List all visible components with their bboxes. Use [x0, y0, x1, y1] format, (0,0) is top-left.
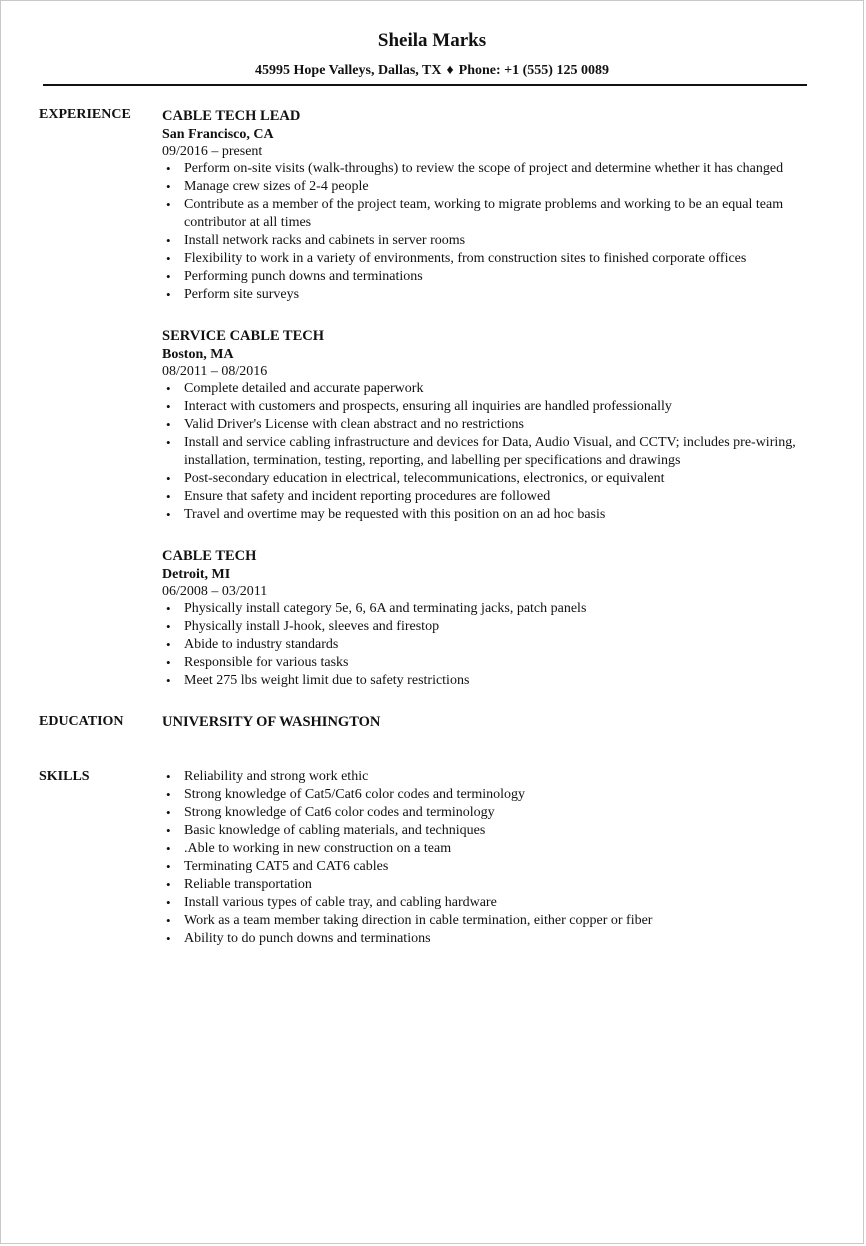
bullet-icon: •: [166, 769, 171, 784]
list-item: [162, 876, 823, 894]
bullet-icon: •: [166, 435, 171, 450]
bullet-icon: •: [166, 655, 171, 670]
list-item: [162, 930, 823, 948]
contact-line: [1, 62, 863, 80]
job-bullets: [162, 380, 823, 524]
list-item: [162, 196, 823, 232]
bullet-icon: •: [166, 619, 171, 634]
list-item: [162, 786, 823, 804]
bullet-text: Complete detailed and accurate paperwork: [184, 381, 424, 396]
list-item: [162, 600, 823, 618]
list-item: [162, 232, 823, 250]
bullet-text: Travel and overtime may be requested with this position on an ad hoc basis: [184, 507, 606, 522]
bullet-icon: •: [166, 197, 171, 212]
education-section: [39, 712, 863, 732]
bullet-icon: •: [166, 805, 171, 820]
list-item: [162, 636, 823, 654]
section-title-skills: SKILLS: [39, 769, 90, 784]
bullet-icon: •: [166, 417, 171, 432]
job-dates: 09/2016 – present: [162, 144, 263, 159]
job-entry: [162, 546, 823, 690]
list-item: [162, 894, 823, 912]
skills-body: [162, 768, 863, 948]
job-title: CABLE TECH: [162, 548, 257, 564]
list-item: [162, 506, 823, 524]
bullet-icon: •: [166, 381, 171, 396]
bullet-icon: •: [166, 399, 171, 414]
list-item: [162, 912, 823, 930]
bullet-icon: •: [166, 841, 171, 856]
experience-body: [162, 106, 863, 690]
list-item: [162, 654, 823, 672]
education-body: [162, 712, 863, 732]
bullet-text: Perform site surveys: [184, 287, 300, 302]
section-title-education: EDUCATION: [39, 714, 124, 729]
job-location: San Francisco, CA: [162, 127, 274, 142]
job-bullets: [162, 600, 823, 690]
bullet-icon: •: [166, 877, 171, 892]
job-location: Detroit, MI: [162, 567, 231, 582]
list-item: [162, 840, 823, 858]
experience-section: [39, 106, 863, 690]
phone: Phone: +1 (555) 125 0089: [458, 63, 609, 78]
bullet-text: Perform on-site visits (walk-throughs) to review the scope of project and determine whether it has changed: [184, 161, 784, 176]
bullet-text: Ensure that safety and incident reporting procedures are followed: [184, 489, 551, 504]
bullet-icon: •: [166, 489, 171, 504]
address: 45995 Hope Valleys, Dallas, TX: [255, 63, 442, 78]
bullet-text: Physically install J-hook, sleeves and firestop: [184, 619, 440, 634]
bullet-text: Performing punch downs and terminations: [184, 269, 423, 284]
bullet-icon: •: [166, 233, 171, 248]
list-item: [162, 416, 823, 434]
skill-text: Reliable transportation: [184, 877, 312, 892]
job-dates: 06/2008 – 03/2011: [162, 584, 268, 599]
bullet-icon: •: [166, 161, 171, 176]
header-divider: [43, 84, 807, 86]
bullet-icon: •: [166, 787, 171, 802]
bullet-icon: •: [166, 895, 171, 910]
list-item: [162, 268, 823, 286]
bullet-icon: •: [166, 913, 171, 928]
bullet-icon: •: [166, 251, 171, 266]
skill-text: Ability to do punch downs and terminations: [184, 931, 431, 946]
job-entry: [162, 326, 823, 524]
bullet-text: Interact with customers and prospects, ensuring all inquiries are handled professionally: [184, 399, 672, 414]
job-entry: [162, 106, 823, 304]
bullet-text: Post-secondary education in electrical, telecommunications, electronics, or equivalent: [184, 471, 665, 486]
skills-list: [162, 768, 823, 948]
list-item: [162, 672, 823, 690]
skill-text: Work as a team member taking direction in cable termination, either copper or fiber: [184, 913, 653, 928]
bullet-icon: •: [166, 471, 171, 486]
bullet-text: Contribute as a member of the project team, working to migrate problems and working to be an equal team contributor at all times: [184, 197, 784, 230]
skills-section: [39, 768, 863, 948]
job-title: CABLE TECH LEAD: [162, 108, 301, 124]
bullet-text: Valid Driver's License with clean abstract and no restrictions: [184, 417, 524, 432]
candidate-name: Sheila Marks: [377, 30, 487, 51]
bullet-icon: •: [166, 287, 171, 302]
job-bullets: [162, 160, 823, 304]
bullet-icon: •: [166, 637, 171, 652]
bullet-text: Physically install category 5e, 6, 6A and terminating jacks, patch panels: [184, 601, 587, 616]
bullet-icon: •: [166, 179, 171, 194]
bullet-text: Responsible for various tasks: [184, 655, 349, 670]
list-item: [162, 398, 823, 416]
bullet-icon: •: [166, 601, 171, 616]
bullet-text: Install and service cabling infrastructure and devices for Data, Audio Visual, and CCTV; includes pre-wiring, installation, termination, testing, reporting, and labelling per specifications and drawings: [184, 435, 796, 468]
list-item: [162, 380, 823, 398]
bullet-icon: •: [166, 823, 171, 838]
bullet-text: Manage crew sizes of 2-4 people: [184, 179, 369, 194]
list-item: [162, 286, 823, 304]
skill-text: Reliability and strong work ethic: [184, 769, 369, 784]
job-title: SERVICE CABLE TECH: [162, 328, 324, 344]
list-item: [162, 434, 823, 470]
school-name: UNIVERSITY OF WASHINGTON: [162, 714, 381, 730]
diamond-separator-icon: ♦: [446, 63, 454, 78]
list-item: [162, 488, 823, 506]
bullet-text: Install network racks and cabinets in server rooms: [184, 233, 466, 248]
section-title-experience: EXPERIENCE: [39, 107, 131, 122]
skill-text: .Able to working in new construction on a team: [184, 841, 452, 856]
bullet-icon: •: [166, 859, 171, 874]
skill-text: Terminating CAT5 and CAT6 cables: [184, 859, 389, 874]
bullet-text: Meet 275 lbs weight limit due to safety restrictions: [184, 673, 470, 688]
list-item: [162, 618, 823, 636]
skill-text: Strong knowledge of Cat6 color codes and terminology: [184, 805, 495, 820]
bullet-icon: •: [166, 931, 171, 946]
skill-text: Install various types of cable tray, and cabling hardware: [184, 895, 497, 910]
list-item: [162, 858, 823, 876]
job-location: Boston, MA: [162, 347, 234, 362]
list-item: [162, 160, 823, 178]
bullet-icon: •: [166, 673, 171, 688]
list-item: [162, 822, 823, 840]
list-item: [162, 470, 823, 488]
skill-text: Basic knowledge of cabling materials, and techniques: [184, 823, 486, 838]
resume-header: [1, 1, 863, 80]
bullet-icon: •: [166, 507, 171, 522]
bullet-text: Flexibility to work in a variety of environments, from construction sites to finished corporate offices: [184, 251, 747, 266]
bullet-icon: •: [166, 269, 171, 284]
list-item: [162, 178, 823, 196]
job-dates: 08/2011 – 08/2016: [162, 364, 268, 379]
bullet-text: Abide to industry standards: [184, 637, 339, 652]
list-item: [162, 768, 823, 786]
list-item: [162, 804, 823, 822]
skill-text: Strong knowledge of Cat5/Cat6 color codes and terminology: [184, 787, 525, 802]
list-item: [162, 250, 823, 268]
